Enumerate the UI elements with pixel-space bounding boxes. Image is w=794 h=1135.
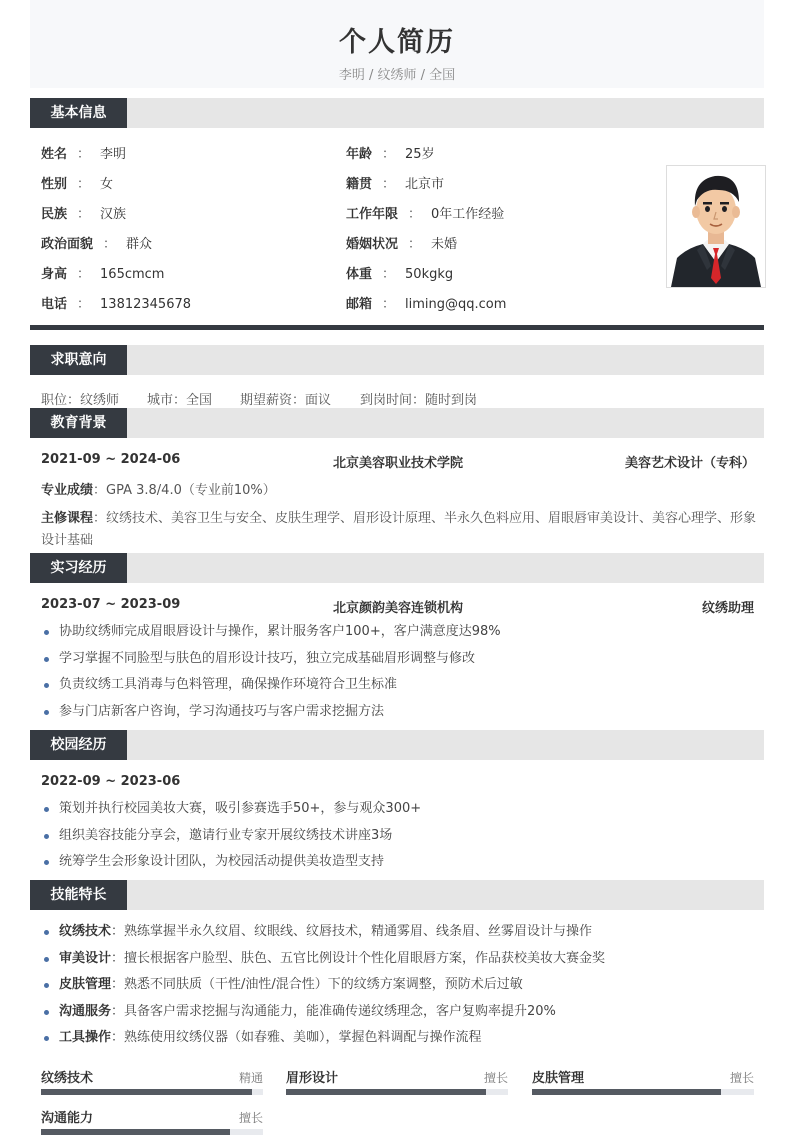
skill-bar-level: 擅长 (483, 1071, 508, 1085)
info-marital (346, 233, 457, 252)
intent-position: 职位：纹绣师 (41, 393, 120, 408)
skill-desc: ：熟练使用纹绣仪器（如春雅、美咖），掌握色料调配与操作流程 (111, 1030, 482, 1045)
skill-desc: ：具备客户需求挖掘与沟通能力，能准确传递纹绣理念，客户复购率提升20% (111, 1003, 556, 1019)
education-courses-label: 主修课程 (41, 511, 94, 526)
resume-header (30, 0, 764, 88)
info-name-value: 李明 (100, 147, 127, 162)
info-weight-value: 50kgkg (405, 267, 454, 282)
education-grade-label: 专业成绩 (41, 483, 94, 498)
colon: ： (77, 267, 91, 282)
colon: ： (77, 207, 91, 222)
skills-list (42, 922, 605, 1055)
info-email-label: 邮箱 (346, 297, 373, 312)
colon: ： (382, 267, 396, 282)
skill-bar-fill (41, 1129, 230, 1135)
section-campus-title: 校园经历 (30, 730, 127, 760)
info-origin (346, 173, 444, 192)
page-title: 个人简历 (339, 27, 455, 58)
internship-list (42, 622, 501, 728)
info-weight (346, 263, 453, 282)
info-ethnic (41, 203, 126, 222)
skill-bar-track (41, 1129, 263, 1135)
section-internship-title: 实习经历 (30, 553, 127, 583)
info-age (346, 143, 435, 162)
info-years (346, 203, 504, 222)
skill-name: 纹绣技术 (59, 924, 112, 939)
skill-bar-fill (41, 1089, 252, 1095)
skill-bar-name: 纹绣技术 (41, 1071, 94, 1086)
colon: ： (77, 177, 91, 192)
colon: ： (77, 147, 91, 162)
info-years-value: 0年工作经验 (431, 207, 505, 222)
section-basic-title: 基本信息 (30, 98, 127, 128)
skill-bar-name: 皮肤管理 (532, 1071, 585, 1086)
skill-name: 沟通服务 (59, 1003, 112, 1019)
intent-city: 城市：全国 (147, 393, 213, 408)
info-gender-label: 性别 (41, 177, 68, 192)
section-education-header (30, 408, 764, 438)
internship-date: 2023-07 ~ 2023-09 (41, 597, 181, 612)
info-age-label: 年龄 (346, 147, 373, 162)
info-marital-value: 未婚 (431, 237, 458, 252)
colon: ： (382, 177, 396, 192)
info-name (41, 143, 126, 162)
colon: ： (382, 297, 396, 312)
list-item: 参与门店新客户咨询，学习沟通技巧与客户需求挖掘方法 (42, 702, 501, 729)
list-item: 协助纹绣师完成眉眼唇设计与操作，累计服务客户100+，客户满意度达98% (42, 622, 501, 649)
section-skills-title: 技能特长 (30, 880, 127, 910)
campus-date: 2022-09 ~ 2023-06 (41, 774, 181, 789)
skill-bar-level: 擅长 (729, 1071, 754, 1085)
colon: ： (382, 147, 396, 162)
list-item (42, 949, 605, 976)
list-item (42, 1028, 605, 1055)
colon: ： (408, 207, 422, 222)
section-skills-header (30, 880, 764, 910)
info-email (346, 293, 506, 312)
info-origin-label: 籍贯 (346, 177, 373, 192)
list-item (42, 975, 605, 1002)
list-item: 策划并执行校园美妆大赛，吸引参赛选手50+，参与观众300+ (42, 799, 421, 826)
skill-desc: ：熟练掌握半永久纹眉、纹眼线、纹唇技术，精通雾眉、线条眉、丝雾眉设计与操作 (111, 924, 593, 939)
info-gender (41, 173, 113, 192)
skill-bar-name: 沟通能力 (41, 1111, 94, 1126)
avatar-icon (667, 166, 765, 287)
section-education-title: 教育背景 (30, 408, 127, 438)
education-courses-cont: 设计基础 (41, 533, 94, 548)
info-origin-value: 北京市 (405, 177, 445, 192)
avatar (666, 165, 766, 288)
skill-name: 皮肤管理 (59, 977, 112, 992)
skill-name: 审美设计 (59, 950, 112, 966)
skill-bar-fill (286, 1089, 486, 1095)
skill-name: 工具操作 (59, 1030, 112, 1045)
info-ethnic-value: 汉族 (100, 207, 127, 222)
list-item: 统筹学生会形象设计团队，为校园活动提供美妆造型支持 (42, 852, 421, 879)
info-age-value: 25岁 (405, 147, 435, 162)
info-gender-value: 女 (100, 177, 114, 192)
section-intent-header (30, 345, 764, 375)
info-marital-label: 婚姻状况 (346, 237, 399, 252)
education-courses (41, 507, 756, 526)
education-school: 北京美容职业技术学院 (333, 456, 464, 471)
skill-bar-level: 精通 (238, 1071, 263, 1085)
info-years-label: 工作年限 (346, 207, 399, 222)
info-phone-value: 13812345678 (100, 297, 192, 312)
colon: ： (408, 237, 422, 252)
page-subtitle: 李明 / 纹绣师 / 全国 (338, 68, 456, 83)
info-politics-label: 政治面貌 (41, 237, 94, 252)
skill-bar-level: 擅长 (238, 1111, 263, 1125)
education-courses-value: ：纹绣技术、美容卫生与安全、皮肤生理学、眉形设计原理、半永久色料应用、眉眼唇审美设计、美容心理学、形象 (93, 511, 757, 526)
intent-salary: 期望薪资：面议 (240, 393, 332, 408)
list-item (42, 922, 605, 949)
internship-company: 北京颜韵美容连锁机构 (333, 601, 464, 616)
intent-arrival: 到岗时间：随时到岗 (360, 393, 478, 408)
colon: ： (77, 297, 91, 312)
skill-bar-fill (532, 1089, 721, 1095)
skill-bar-track (532, 1089, 754, 1095)
education-major: 美容艺术设计（专科） (625, 456, 756, 471)
list-item: 组织美容技能分享会，邀请行业专家开展纹绣技术讲座3场 (42, 826, 421, 853)
info-height-label: 身高 (41, 267, 68, 282)
info-height (41, 263, 164, 282)
section-divider (30, 325, 764, 330)
info-height-value: 165cmcm (100, 267, 165, 282)
section-internship-header (30, 553, 764, 583)
info-phone-label: 电话 (41, 297, 68, 312)
skill-bar-name: 眉形设计 (286, 1071, 339, 1086)
info-ethnic-label: 民族 (41, 207, 68, 222)
info-weight-label: 体重 (346, 267, 373, 282)
info-email-value: liming@qq.com (405, 297, 507, 312)
education-date: 2021-09 ~ 2024-06 (41, 452, 181, 467)
skill-desc: ：熟悉不同肤质（干性/油性/混合性）下的纹绣方案调整，预防术后过敏 (111, 977, 523, 992)
education-grade (41, 479, 276, 498)
section-basic-header (30, 98, 764, 128)
internship-role: 纹绣助理 (702, 601, 755, 616)
colon: ： (103, 237, 117, 252)
section-intent-title: 求职意向 (30, 345, 127, 375)
info-politics (41, 233, 152, 252)
list-item (42, 1002, 605, 1029)
section-campus-header (30, 730, 764, 760)
list-item: 学习掌握不同脸型与肤色的眉形设计技巧，独立完成基础眉形调整与修改 (42, 649, 501, 676)
info-politics-value: 群众 (126, 237, 153, 252)
skill-bar-track (286, 1089, 508, 1095)
campus-list (42, 799, 421, 879)
skill-desc: ：擅长根据客户脸型、肤色、五官比例设计个性化眉眼唇方案，作品获校美妆大赛金奖 (111, 950, 606, 966)
list-item: 负责纹绣工具消毒与色料管理，确保操作环境符合卫生标准 (42, 675, 501, 702)
info-phone (41, 293, 191, 312)
education-grade-value: ：GPA 3.8/4.0（专业前10%） (93, 483, 276, 498)
skill-bar-track (41, 1089, 263, 1095)
info-name-label: 姓名 (41, 147, 68, 162)
